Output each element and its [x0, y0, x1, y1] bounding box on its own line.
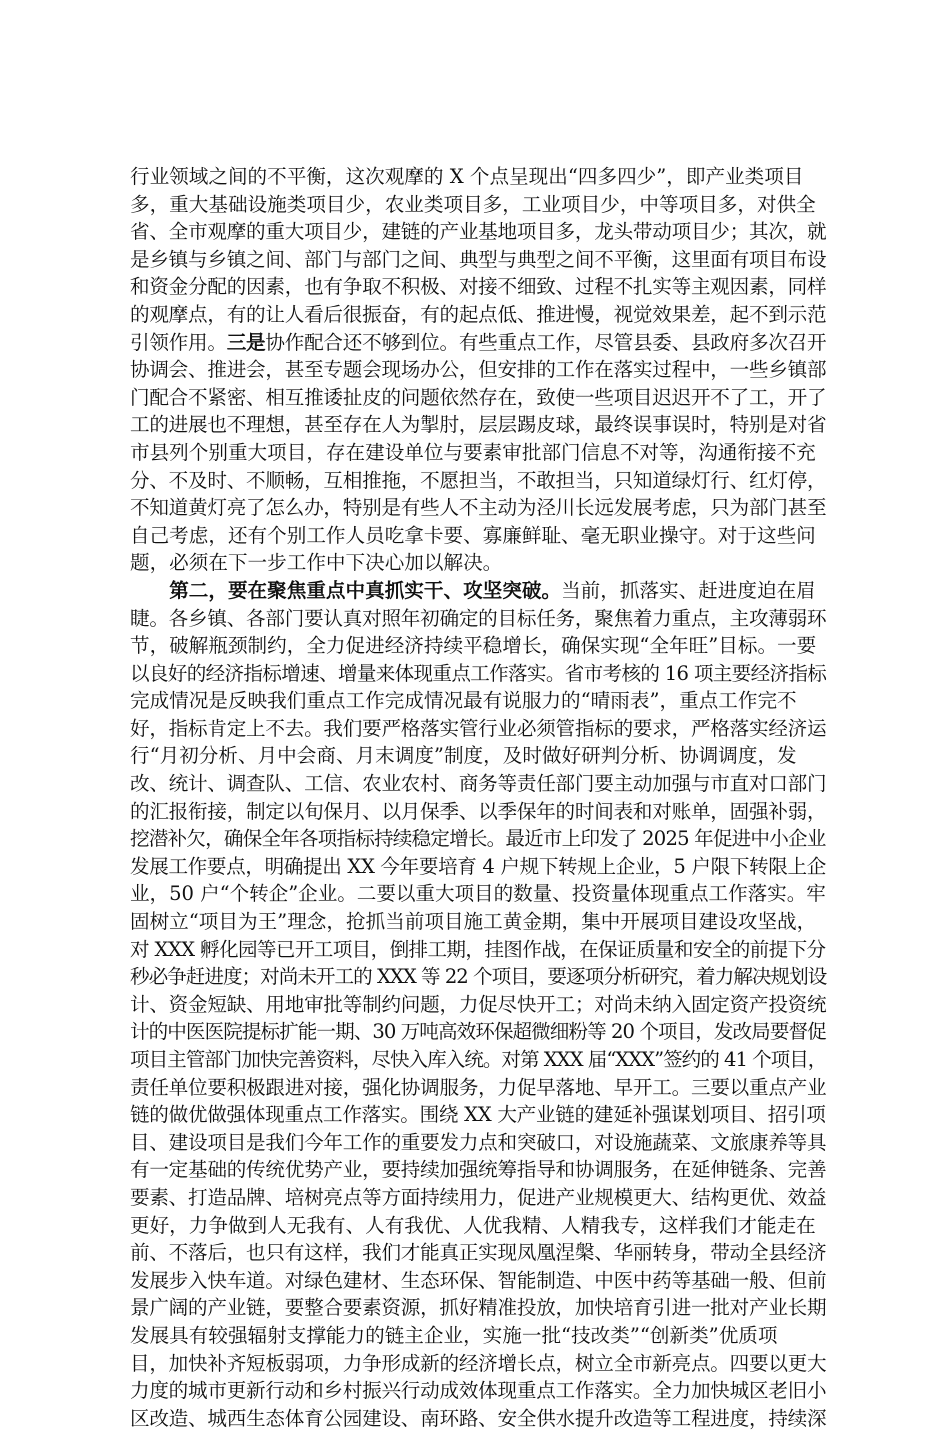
text-segment: 的汇报衔接，制定以旬保月、以月保季、以季保年的时间表和对账单，固强补弱， — [130, 799, 827, 823]
text-line — [130, 577, 826, 605]
text-line — [130, 798, 826, 826]
text-line — [130, 605, 826, 633]
text-segment: 多，重大基础设施类项目少，农业类项目多，工业项目少，中等项目多，对供全 — [130, 192, 816, 216]
text-line — [130, 356, 826, 384]
text-line — [130, 1267, 826, 1295]
text-line — [130, 770, 826, 798]
text-line — [130, 1129, 826, 1157]
text-segment: 题，必须在下一步工作中下决心加以解决。 — [130, 551, 503, 575]
text-line — [130, 660, 826, 688]
text-line — [130, 1239, 826, 1267]
text-segment: 协调会、推进会，甚至专题会现场办公，但安排的工作在落实过程中，一些乡镇部 — [130, 358, 827, 382]
text-segment: 要素、打造品牌、培树亮点等方面持续用力，促进产业规模更大、结构更优、效益 — [130, 1185, 827, 1209]
text-line — [130, 384, 826, 412]
text-segment: 是乡镇与乡镇之间、部门与部门之间、典型与典型之间不平衡，这里面有项目布设 — [130, 247, 827, 271]
text-line — [130, 1350, 826, 1378]
text-line — [130, 1101, 826, 1129]
text-line — [130, 1377, 826, 1405]
text-segment: 的观摩点，有的让人看后很振奋，有的起点低、推进慢，视觉效果差，起不到示范 — [130, 302, 827, 326]
text-line — [130, 329, 826, 357]
text-segment: 自己考虑，还有个别工作人员吃拿卡要、寡廉鲜耻、毫无职业操守。对于这些问 — [130, 523, 816, 547]
text-segment: 完成情况是反映我们重点工作完成情况最有说服力的“晴雨表”，重点工作完不 — [130, 689, 797, 713]
text-line — [130, 1212, 826, 1240]
text-segment: 和资金分配的因素，也有争取不积极、对接不细致、过程不扎实等主观因素，同样 — [130, 275, 827, 299]
text-segment: 市县列个别重大项目，存在建设单位与要素审批部门信息不对等，沟通衔接不充 — [130, 440, 816, 464]
text-segment: 固树立“项目为王”理念，抢抓当前项目施工黄金期，集中开展项目建设攻坚战， — [130, 910, 817, 934]
text-segment: 发展具有较强辐射支撑能力的链主企业，实施一批“技改类”“创新类”优质项 — [130, 1323, 778, 1347]
text-segment: 发展步入快车道。对绿色建材、生态环保、智能制造、中医中药等基础一般、但前 — [130, 1268, 827, 1292]
text-segment: 睫。各乡镇、各部门要认真对照年初确定的目标任务，聚焦着力重点，主攻薄弱环 — [130, 606, 827, 630]
text-segment: 秒必争赶进度；对尚未开工的 XXX 等 22 个项目，要逐项分析研究，着力解决规划设 — [130, 965, 827, 989]
text-line — [130, 246, 826, 274]
text-line — [130, 1156, 826, 1184]
text-segment: 链的做优做强体现重点工作落实。围绕 XX 大产业链的建延补强谋划项目、招引项 — [130, 1103, 826, 1127]
text-segment: 项目主管部门加快完善资料，尽快入库入统。对第 XXX 届“XXX”签约的 41 个项目， — [130, 1048, 827, 1071]
text-line — [130, 825, 826, 853]
text-segment: 好，指标肯定上不去。我们要严格落实管行业必须管指标的要求，严格落实经济运 — [130, 716, 827, 740]
text-segment: 以良好的经济指标增速、增量来体现重点工作落实。省市考核的 16 项主要经济指标 — [130, 661, 827, 685]
text-segment: 前、不落后，也只有这样，我们才能真正实现凤凰涅槃、华丽转身，带动全县经济 — [130, 1241, 827, 1265]
text-line — [130, 411, 826, 439]
text-segment: 分、不及时、不顺畅，互相推拖，不愿担当，不敢担当，只知道绿灯行、红灯停， — [130, 468, 827, 492]
text-segment: 目、建设项目是我们今年工作的重要发力点和突破口，对设施蔬菜、文旅康养等具 — [130, 1130, 827, 1154]
text-line — [130, 494, 826, 522]
text-segment: 力度的城市更新行动和乡村振兴行动成效体现重点工作落实。全力加快城区老旧小 — [130, 1379, 827, 1403]
text-line — [130, 742, 826, 770]
text-segment: 行业领域之间的不平衡，这次观摩的 X 个点呈现出“四多四少”，即产业类项目 — [130, 165, 804, 188]
text-segment: 责任单位要积极跟进对接，强化协调服务，力促早落地、早开工。三要以重点产业 — [130, 1075, 827, 1099]
text-segment: 景广阔的产业链，要整合要素资源，抓好精准投放，加快培育引进一批对产业长期 — [130, 1296, 827, 1320]
text-segment: 业，50 户“个转企”企业。二要以重大项目的数量、投资量体现重点工作落实。牢 — [130, 882, 826, 906]
text-line — [130, 991, 826, 1019]
text-segment: 区改造、城西生态体育公园建设、南环路、安全供水提升改造等工程进度，持续深 — [130, 1406, 827, 1430]
text-line — [130, 467, 826, 495]
text-segment: 计的中医医院提标扩能一期、30 万吨高效环保超微细粉等 20 个项目，发改局要督促 — [130, 1020, 826, 1044]
text-segment: 挖潜补欠，确保全年各项指标持续稳定增长。最近市上印发了 2025 年促进中小企业 — [130, 827, 826, 851]
text-line — [130, 1322, 826, 1350]
text-segment: 不知道黄灯亮了怎么办，特别是有些人不主动为泾川长远发展考虑，只为部门甚至 — [130, 496, 827, 520]
text-segment: 节，破解瓶颈制约，全力促进经济持续平稳增长，确保实现“全年旺”目标。一要 — [130, 634, 817, 658]
text-segment: 发展工作要点，明确提出 XX 今年要培育 4 户规下转规上企业，5 户限下转限上企 — [130, 854, 826, 878]
text-line — [130, 632, 826, 660]
text-line — [130, 163, 826, 191]
text-line — [130, 1405, 826, 1432]
text-line — [130, 218, 826, 246]
text-line — [130, 908, 826, 936]
text-line — [130, 936, 826, 964]
text-segment: 当前，抓落实、赶进度迫在眉 — [561, 578, 816, 602]
text-line — [130, 549, 826, 577]
text-line — [130, 687, 826, 715]
text-line — [130, 301, 826, 329]
text-line — [130, 715, 826, 743]
text-line — [130, 273, 826, 301]
text-segment: 引领作用。 — [130, 330, 227, 354]
text-segment: 门配合不紧密、相互推诿扯皮的问题依然存在，致使一些项目迟迟开不了工，开了 — [130, 385, 827, 409]
text-segment: 计、资金短缺、用地审批等制约问题，力促尽快开工；对尚未纳入固定资产投资统 — [130, 992, 827, 1016]
text-line — [130, 853, 826, 881]
text-segment: 改、统计、调查队、工信、农业农村、商务等责任部门要主动加强与市直对口部门 — [130, 772, 827, 796]
text-line — [130, 1074, 826, 1102]
text-segment — [130, 579, 169, 602]
text-line — [130, 191, 826, 219]
text-segment: 目，加快补齐短板弱项，力争形成新的经济增长点，树立全市新亮点。四要以更大 — [130, 1351, 827, 1375]
text-segment: 工的进展也不理想，甚至存在人为掣肘，层层踢皮球，最终误事误时，特别是对省 — [130, 413, 827, 437]
text-line — [130, 1184, 826, 1212]
text-segment: 省、全市观摩的重大项目少，建链的产业基地项目多，龙头带动项目少；其次，就 — [130, 220, 827, 244]
text-line — [130, 880, 826, 908]
text-line — [130, 522, 826, 550]
text-segment: 协作配合还不够到位。有些重点工作，尽管县委、县政府多次召开 — [265, 330, 827, 354]
text-segment: 更好，力争做到人无我有、人有我优、人优我精、人精我专，这样我们才能走在 — [130, 1213, 816, 1237]
text-segment: 行“月初分析、月中会商、月末调度”制度，及时做好研判分析、协调调度，发 — [130, 744, 797, 768]
text-segment: 有一定基础的传统优势产业，要持续加强统筹指导和协调服务，在延伸链条、完善 — [130, 1158, 827, 1182]
bold-text-segment: 三是 — [226, 330, 266, 354]
text-line — [130, 1294, 826, 1322]
bold-text-segment: 第二，要在聚焦重点中真抓实干、攻坚突破。 — [169, 578, 562, 602]
text-segment: 对 XXX 孵化园等已开工项目，倒排工期，挂图作战，在保证质量和安全的前提下分 — [130, 937, 826, 961]
text-line — [130, 963, 826, 991]
text-line — [130, 1018, 826, 1046]
text-line — [130, 439, 826, 467]
document-body — [130, 163, 826, 1432]
text-line — [130, 1046, 826, 1074]
